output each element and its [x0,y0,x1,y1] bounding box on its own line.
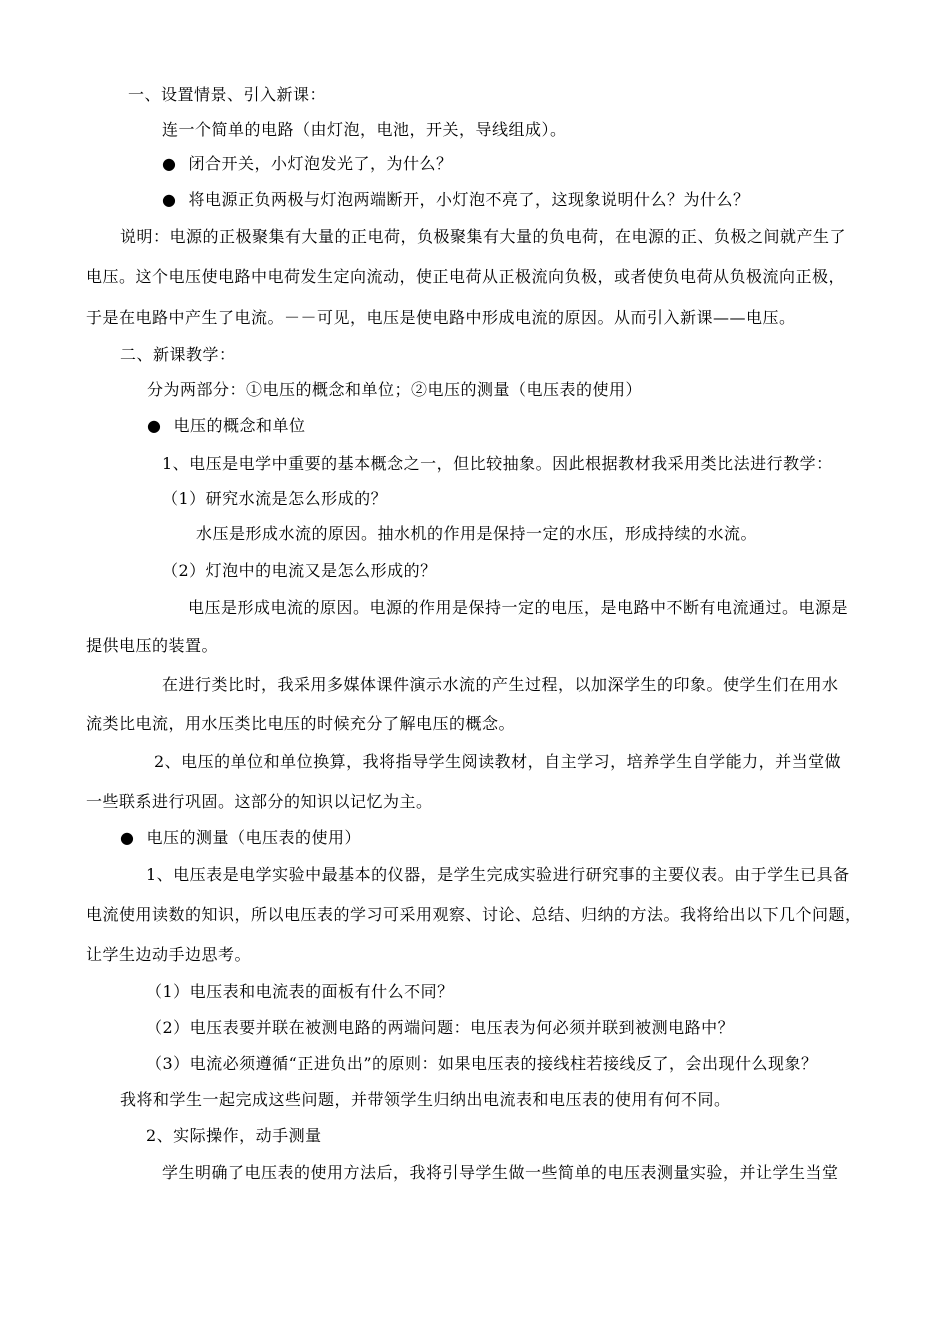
paragraph-line: 电流使用读数的知识，所以电压表的学习可采用观察、讨论、总结、归纳的方法。我将给出以下几个问题， [86,905,862,924]
paragraph-line: 我将和学生一起完成这些问题，并带领学生归纳出电流表和电压表的使用有何不同。 [120,1090,731,1109]
paragraph-line: 在进行类比时，我采用多媒体课件演示水流的产生过程，以加深学生的印象。使学生们在用水 [162,675,839,694]
bullet-item [162,153,452,175]
bullet-item [120,827,361,849]
bullet-text: 电压的测量（电压表的使用） [146,828,361,847]
paragraph-line: 2、电压的单位和单位换算，我将指导学生阅读教材，自主学习，培养学生自学能力，并当堂做 [154,752,842,771]
paragraph-line: 分为两部分：①电压的概念和单位；②电压的测量（电压表的使用） [147,380,643,399]
bullet-text: 将电源正负两极与灯泡两端断开，小灯泡不亮了，这现象说明什么？为什么？ [188,190,750,209]
paragraph-line: 水压是形成水流的原因。抽水机的作用是保持一定的水压，形成持续的水流。 [196,524,758,543]
paragraph-line: 1、电压表是电学实验中最基本的仪器，是学生完成实验进行研究事的主要仪表。由于学生已具备 [146,865,850,884]
paragraph-line: （1）研究水流是怎么形成的？ [162,489,388,508]
paragraph-line: （3）电流必须遵循“正进负出”的原则：如果电压表的接线柱若接线反了，会出现什么现象？ [146,1054,818,1073]
paragraph-line: 一些联系进行巩固。这部分的知识以记忆为主。 [86,792,433,811]
paragraph-line: （2）电压表要并联在被测电路的两端问题：电压表为何必须并联到被测电路中？ [146,1018,735,1037]
section-heading-intro: 一、设置情景、引入新课： [128,85,327,104]
bullet-item [162,189,749,211]
paragraph-line: 让学生边动手边思考。 [86,945,252,964]
paragraph-line: 电压。这个电压使电路中电荷发生定向流动，使正电荷从正极流向负极，或者使负电荷从负极流向正极， [86,267,846,286]
paragraph-line: 说明：电源的正极聚集有大量的正电荷，负极聚集有大量的负电荷，在电源的正、负极之间就产生了 [120,227,847,246]
bullet-icon: ● [147,416,162,435]
bullet-icon: ● [120,828,135,847]
bullet-icon: ● [162,190,177,209]
bullet-text: 闭合开关，小灯泡发光了，为什么？ [188,154,453,173]
paragraph-line: 1、电压是电学中重要的基本概念之一，但比较抽象。因此根据教材我采用类比法进行教学： [162,454,833,473]
paragraph-line: 流类比电流，用水压类比电压的时候充分了解电压的概念。 [86,714,516,733]
bullet-item [147,415,305,437]
paragraph-line: 电压是形成电流的原因。电源的作用是保持一定的电压，是电路中不断有电流通过。电源是 [188,598,849,617]
paragraph-line: 提供电压的装置。 [86,636,219,655]
paragraph-line: 学生明确了电压表的使用方法后，我将引导学生做一些简单的电压表测量实验，并让学生当堂 [162,1163,839,1182]
paragraph-line: （1）电压表和电流表的面板有什么不同？ [146,982,454,1001]
paragraph-line: 连一个简单的电路（由灯泡，电池，开关，导线组成）。 [162,120,567,139]
section-heading-teaching: 二、新课教学： [120,345,236,364]
bullet-icon: ● [162,154,177,173]
paragraph-line: 2、实际操作，动手测量 [146,1126,322,1145]
paragraph-line: 于是在电路中产生了电流。－－可见，电压是使电路中形成电流的原因。从而引入新课——电压。 [86,308,796,327]
bullet-text: 电压的概念和单位 [173,416,306,435]
paragraph-line: （2）灯泡中的电流又是怎么形成的？ [162,561,437,580]
